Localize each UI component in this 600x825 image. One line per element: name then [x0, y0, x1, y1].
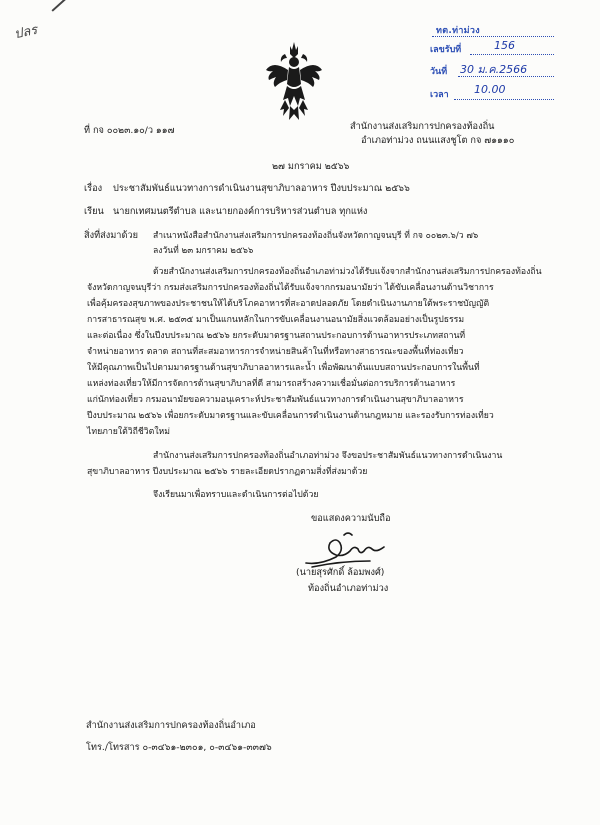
reference-number: ที่ กจ ๐๐๒๓.๑๐/ว ๑๑๗: [84, 125, 175, 136]
body-line: เพื่อคุ้มครองสุขภาพของประชาชนให้ได้บริโภคอาหารที่สะอาดปลอดภัย โดยดำเนินงานภายใต้พระราชบัญญัติ: [87, 299, 490, 309]
body-line: ให้มีคุณภาพเป็นไปตามมาตรฐานด้านสุขาภิบาลอาหารและน้ำ เพื่อพัฒนาต้นแบบสถานประกอบการในพื้นที่: [87, 363, 480, 373]
receipt-stamp: [428, 23, 556, 105]
body-line: แหล่งท่องเที่ยวให้มีการจัดการด้านสุขาภิบาลที่ดี สามารถสร้างความเชื่อมั่นต่อการบริการด้านอาหาร: [87, 379, 456, 389]
body-line: จำหน่ายอาหาร ตลาด สถานที่สะสมอาหารการจำหน่ายสินค้าในที่หรือทางสาธารณะของพื้นที่ท่องเที่ยว: [87, 347, 464, 357]
subject-label: เรื่อง: [84, 183, 103, 194]
handwritten-corner-note: ปลร: [12, 22, 39, 43]
closing-text: ขอแสดงความนับถือ: [311, 513, 391, 524]
stamp-date-label: วันที่: [430, 67, 448, 77]
signer-name: (นายสุรศักดิ์ ล้อมพงศ์): [296, 567, 385, 578]
signer-title: ท้องถิ่นอำเภอท่าม่วง: [308, 583, 389, 594]
signature-icon: [300, 527, 390, 569]
to-text: นายกเทศมนตรีตำบล และนายกองค์การบริหารส่วนตำบล ทุกแห่ง: [113, 206, 368, 217]
body-line: ไทยภายใต้วิถีชีวิตใหม่: [87, 427, 171, 437]
body-line: ด้วยสำนักงานส่งเสริมการปกครองท้องถิ่นอำเภอท่าม่วงได้รับแจ้งจากสำนักงานส่งเสริมการปกครองท้องถิ่น: [153, 267, 542, 277]
garuda-emblem-icon: [263, 40, 325, 122]
stamp-org: ทต.ท่าม่วง: [436, 26, 480, 36]
body-line: ปีงบประมาณ ๒๕๖๖ เพื่อยกระดับมาตรฐานและขับเคลื่อนการดำเนินงานด้านกฎหมาย และรองรับการท่องเที่ยว: [87, 411, 494, 421]
footer-phone: โทร./โทรสาร ๐-๓๔๖๑-๒๓๐๑, ๐-๓๔๖๑-๓๓๗๖: [86, 742, 272, 753]
body-line: สุขาภิบาลอาหาร ปีงบประมาณ ๒๕๖๖ รายละเอียดปรากฏตามสิ่งที่ส่งมาด้วย: [87, 467, 368, 477]
handwritten-stroke: [51, 0, 71, 11]
stamp-time-value: 10.00: [474, 83, 506, 96]
body-line: การสาธารณสุข พ.ศ. ๒๕๓๕ มาเป็นแกนหลักในการขับเคลื่อนงานอนามัยสิ่งแวดล้อมอย่างเป็นรูปธรรม: [87, 315, 465, 325]
stamp-received-label: เลขรับที่: [430, 45, 462, 55]
stamp-received-no: 156: [494, 39, 515, 52]
sender-address: อำเภอท่าม่วง ถนนแสงชูโต กจ ๗๑๑๑๐: [361, 135, 515, 146]
letter-date: ๒๗ มกราคม ๒๕๖๖: [272, 161, 350, 172]
body-line: สำนักงานส่งเสริมการปกครองท้องถิ่นอำเภอท่าม่วง จึงขอประชาสัมพันธ์แนวทางการดำเนินงาน: [153, 451, 503, 461]
stamp-time-label: เวลา: [430, 90, 449, 100]
body-line: จังหวัดกาญจนบุรีว่า กรมส่งเสริมการปกครองท้องถิ่นได้รับแจ้งจากกรมอนามัยว่า ได้ขับเคลื่อนงานด้านวิชาการ: [87, 283, 494, 293]
body-line: แก่นักท่องเที่ยว กรมอนามัยขอความอนุเคราะห์ประชาสัมพันธ์แนวทางการดำเนินงานสุขาภิบาลอาหาร: [87, 395, 464, 405]
attachments-line-2: ลงวันที่ ๒๓ มกราคม ๒๕๖๖: [153, 246, 254, 256]
attachments-line-1: สำเนาหนังสือสำนักงานส่งเสริมการปกครองท้องถิ่นจังหวัดกาญจนบุรี ที่ กจ ๐๐๒๓.๖/ว ๗๖: [153, 231, 479, 241]
sender-org: สำนักงานส่งเสริมการปกครองท้องถิ่น: [350, 121, 495, 132]
footer-org: สำนักงานส่งเสริมการปกครองท้องถิ่นอำเภอ: [86, 720, 256, 731]
body-line: และต่อเนื่อง ซึ่งในปีงบประมาณ ๒๕๖๖ ยกระดับมาตรฐานสถานประกอบการด้านอาหารประเภทสถานที่: [87, 331, 466, 341]
attachments-label: สิ่งที่ส่งมาด้วย: [84, 230, 138, 241]
body-paragraph-3: จึงเรียนมาเพื่อทราบและดำเนินการต่อไปด้วย: [153, 490, 319, 500]
subject-text: ประชาสัมพันธ์แนวทางการดำเนินงานสุขาภิบาลอาหาร ปีงบประมาณ ๒๕๖๖: [113, 183, 410, 194]
to-label: เรียน: [84, 206, 104, 217]
stamp-date-value: 30 ม.ค.2566: [460, 63, 528, 76]
